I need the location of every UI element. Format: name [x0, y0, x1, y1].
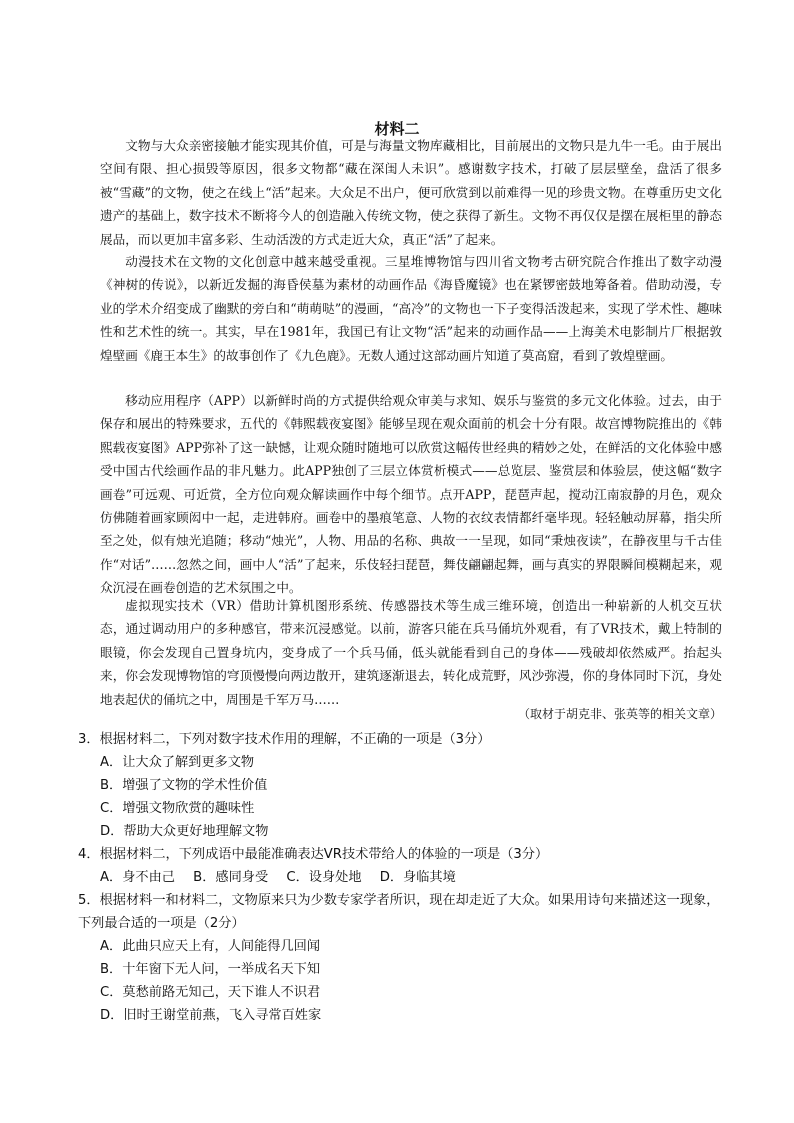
material-paragraph: 文物与大众亲密接触才能实现其价值，可是与海量文物库藏相比，目前展出的文物只是九牛一毛。由于展出空间有限、担心损毁等原因，很多文物都“藏在深闺人未识”。感谢数字技术，打破了层层壁垒，盘活了很多被“雪藏”的文物，使之在线上“活”起来。大众足不出户，便可欣赏到以前难得一见的珍贵文物。在尊重历史文化遗产的基础上，数字技术不断将今人的创造融入传统文物，使之获得了新生。文物不再仅仅是摆在展柜里的静态展品，而以更加丰富多彩、生动活泼的方式走近大众，真正“活”了起来。: [100, 138, 722, 247]
question-5-option-c: C．莫愁前路无知己，天下谁人不识君: [100, 985, 321, 1000]
question-3-stem: 3．根据材料二，下列对数字技术作用的理解，不正确的一项是（3分）: [78, 732, 491, 747]
material-paragraph: 动漫技术在文物的文化创意中越来越受重视。三星堆博物馆与四川省文物考古研究院合作推出了数字动漫《神树的传说》，以新近发掘的海昏侯墓为素材的动画作品《海昏魔镜》也在紧锣密鼓地筹备着。借助动漫，专业的学术介绍变成了幽默的旁白和“萌萌哒”的漫画，“高冷”的文物也一下子变得活泼起来，实现了学术性、趣味性和艺术性的统一。其实，早在1981年，我国已有让文物“活”起来的动画作品——上海美术电影制片厂根据敦煌壁画《鹿王本生》的故事创作了《九色鹿》。无数人通过这部动画片知道了莫高窟，看到了敦煌壁画。: [100, 254, 722, 363]
question-4-option-b: B．感同身受: [193, 870, 269, 885]
question-5-stem: 5．根据材料一和材料二，文物原来只为少数专家学者所识，现在却走近了大众。如果用诗句来描述这一现象，下列最合适的一项是（2分）: [78, 893, 720, 931]
question-3-option-b: B．增强了文物的学术性价值: [100, 778, 268, 793]
material-paragraph: 虚拟现实技术（VR）借助计算机图形系统、传感器技术等生成三维环境，创造出一种崭新的人机交互状态，通过调动用户的多种感官，带来沉浸感觉。以前，游客只能在兵马俑坑外观看，有了VR技术，戴上特制的眼镜，你会发现自己置身坑内，变身成了一个兵马俑，低头就能看到自己的身体——残破却依然威严。抬起头来，你会发现博物馆的穹顶慢慢向两边散开，建筑逐渐退去，转化成荒野，风沙弥漫，你的身体同时下沉，身处地表起伏的俑坑之中，周围是千军万马……: [100, 598, 722, 707]
material-title: 材料二: [374, 120, 420, 138]
question-3-option-d: D．帮助大众更好地理解文物: [100, 824, 269, 839]
question-4-stem: 4．根据材料二，下列成语中最能准确表达VR技术带给人的体验的一项是（3分）: [78, 847, 549, 862]
question-5-option-b: B．十年窗下无人问，一举成名天下知: [100, 962, 321, 977]
question-4-option-a: A．身不由己: [100, 870, 175, 885]
question-5-option-d: D．旧时王谢堂前燕，飞入寻常百姓家: [100, 1008, 322, 1023]
question-4-option-d: D．身临其境: [379, 870, 456, 885]
question-4-option-c: C．设身处地: [286, 870, 362, 885]
material-paragraph: 移动应用程序（APP）以新鲜时尚的方式提供给观众审美与求知、娱乐与鉴赏的多元文化体验。过去，由于保存和展出的特殊要求，五代的《韩熙载夜宴图》能够呈现在观众面前的机会十分有限。故宫博物院推出的《韩熙载夜宴图》APP弥补了这一缺憾，让观众随时随地可以欣赏这幅传世经典的精妙之处，在鲜活的文化体验中感受中国古代绘画作品的非凡魅力。此APP独创了三层立体赏析模式——总览层、鉴赏层和体验层，使这幅“数字画卷”可远观、可近赏，全方位向观众解读画作中每个细节。点开APP，琵琶声起，搅动江南寂静的月色，观众仿佛随着画家顾闳中一起，走进韩府。画卷中的墨痕笔意、人物的衣纹表情都纤毫毕现。轻轻触动屏幕，指尖所至之处，似有烛光追随；移动“烛光”，人物、用品的名称、典故一一呈现，如同“秉烛夜读”，在静夜里与千古佳作“对话”……忽然之间，画中人“活”了起来，乐伎轻扫琵琶，舞伎翩翩起舞，画与真实的界限瞬间模糊起来，观众沉浸在画卷创造的艺术氛围之中。: [100, 393, 722, 596]
question-5-option-a: A．此曲只应天上有，人间能得几回闻: [100, 939, 321, 954]
source-citation: （取材于胡克非、张英等的相关文章）: [517, 707, 722, 721]
question-3-option-a: A．让大众了解到更多文物: [100, 755, 255, 770]
question-3-option-c: C．增强文物欣赏的趣味性: [100, 801, 255, 816]
question-4-options: [100, 866, 720, 889]
